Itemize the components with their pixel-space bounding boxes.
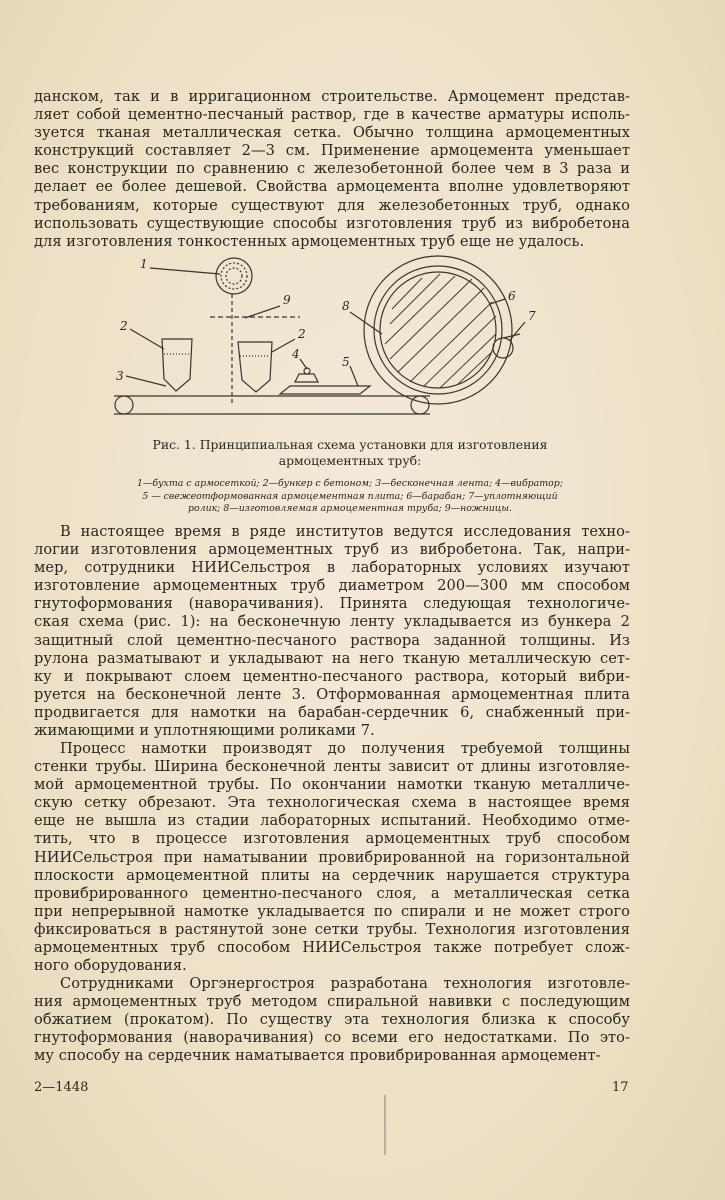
text-line: при непрерывной намотке укладывается по спирали и не может строго: [34, 902, 630, 920]
text-line: ляет собой цементно-песчаный раствор, где в качестве арматуры исполь-: [34, 106, 630, 124]
text-line: армоцементных труб способом НИИСельстроя также потребует слож-: [34, 939, 630, 957]
text-line: ку и покрывают слоем цементно-песчаного раствора, который вибри-: [34, 667, 630, 685]
text-line: ская схема (рис. 1): на бесконечную ленту укладывается из бункера 2: [34, 613, 630, 631]
text-line: ния армоцементных труб методом спиральной навивки с последующим: [34, 993, 630, 1011]
text-line: Процесс намотки производят до получения требуемой толщины: [60, 740, 630, 757]
paragraph-intro: [34, 88, 630, 251]
text-line: фиксироваться в растянутой зоне сетки трубы. Технология изготовления: [34, 920, 630, 938]
hopper-left-drawing: [162, 339, 192, 391]
caption-title-line: армоцементных труб:: [278, 453, 422, 468]
text-line: плоскости армоцементной плиты на сердечник нарушается структура: [34, 866, 630, 884]
figure-label: 4: [292, 347, 300, 361]
printer-signature: 2—1448: [34, 1080, 89, 1095]
figure-caption-title: [100, 437, 600, 469]
vibrator-drawing: [295, 374, 318, 382]
text-line: вес конструкции по сравнению с железобетонной более чем в 3 раза и: [34, 160, 630, 178]
figure-label: 6: [508, 289, 516, 303]
text-line: му способу на сердечник наматывается провибрированная армоцемент-: [34, 1047, 601, 1065]
caption-title-line: Рис. 1. Принципиальная схема установки для изготовления: [152, 437, 548, 452]
text-line: зуется тканая металлическая сетка. Обычно толщина армоцементных: [34, 124, 630, 142]
text-line: еще не вышла из стадии лабораторных испытаний. Необходимо отме-: [34, 812, 630, 830]
figure-label: 9: [283, 293, 291, 307]
text-line: конструкций составляет 2—3 см. Применение армоцемента уменьшает: [34, 142, 630, 160]
text-line: скую сетку обрезают. Эта технологическая схема в настоящее время: [34, 794, 630, 812]
paragraph-orgenergostroy: [34, 975, 630, 1065]
legend-line: 1—бухта с армосеткой; 2—бункер с бетоном; 3—бесконечная лента; 4—вибратор;: [137, 478, 563, 489]
figure-label: 2: [120, 319, 128, 333]
figure-label: 1: [140, 257, 148, 271]
paragraph-winding-process: [34, 740, 630, 975]
text-line: обжатием (прокатом). По существу эта технология близка к способу: [34, 1011, 630, 1029]
text-line: делает ее более дешевой. Свойства армоцемента вполне удовлетворяют: [34, 178, 630, 196]
text-line: НИИСельстроя при наматывании провибрированной на горизонтальной: [34, 848, 630, 866]
text-line: ного оборудования.: [34, 957, 187, 975]
text-line: рулона разматывают и укладывают на него тканую металлическую сет-: [34, 649, 630, 667]
text-line: продвигается для намотки на барабан-сердечник 6, снабженный при-: [34, 703, 630, 721]
text-line: гнутоформования (наворачивания) со всеми его недостатками. По это-: [34, 1029, 630, 1047]
figure-label: 3: [116, 369, 124, 383]
text-line: руется на бесконечной ленте 3. Отформованная армоцементная плита: [34, 685, 630, 703]
legend-line: ролик; 8—изготовляемая армоцементная труба; 9—ножницы.: [188, 503, 512, 515]
text-line: тить, что в процессе изготовления армоцементных труб способом: [34, 830, 630, 848]
text-line: провибрированного цементно-песчаного слоя, а металлическая сетка: [34, 884, 630, 902]
installation-schematic: [100, 254, 560, 434]
text-line: жимающими и уплотняющими роликами 7.: [34, 722, 375, 740]
text-line: использовать существующие способы изготовления труб из вибробетона: [34, 214, 630, 232]
page-crease: [384, 1095, 386, 1155]
text-line: логии изготовления армоцементных труб из вибробетона. Так, напри-: [34, 541, 630, 559]
text-line: мой армоцементной трубы. По окончании намотки тканую металличе-: [34, 776, 630, 794]
text-line: данском, так и в ирригационном строительстве. Армоцемент представ-: [34, 88, 630, 105]
figure-label: 7: [528, 309, 536, 323]
text-line: для изготовления тонкостенных армоцементных труб еще не удалось.: [34, 232, 585, 250]
text-line: гнутоформования (наворачивания). Принята следующая технологиче-: [34, 595, 630, 613]
text-line: требованиям, которые существуют для железобетонных труб, однако: [34, 196, 630, 214]
figure-legend: [110, 478, 590, 516]
paragraph-niiselstroy: [34, 523, 630, 740]
figure-label: 8: [342, 299, 350, 313]
text-line: В настоящее время в ряде институтов ведутся исследования техно-: [60, 523, 630, 540]
legend-line: 5 — свежеотформованная армоцементная плита; 6—барабан; 7—уплотняющий: [142, 490, 558, 502]
figure-label: 5: [342, 355, 350, 369]
hopper-right-drawing: [238, 342, 272, 392]
figure-installation-diagram: [100, 254, 560, 434]
page-number: 17: [612, 1080, 629, 1095]
text-line: Сотрудниками Оргэнергостроя разработана технология изготовле-: [60, 975, 630, 992]
figure-label: 2: [298, 327, 306, 341]
text-line: стенки трубы. Ширина бесконечной ленты зависит от длины изготовляе-: [34, 758, 630, 776]
text-line: мер, сотрудники НИИСельстроя в лабораторных условиях изучают: [34, 559, 630, 577]
text-line: защитный слой цементно-песчаного раствора заданной толщины. Из: [34, 631, 630, 649]
drum-drawing: [364, 256, 512, 404]
text-line: изготовление армоцементных труб диаметром 200—300 мм способом: [34, 577, 630, 595]
